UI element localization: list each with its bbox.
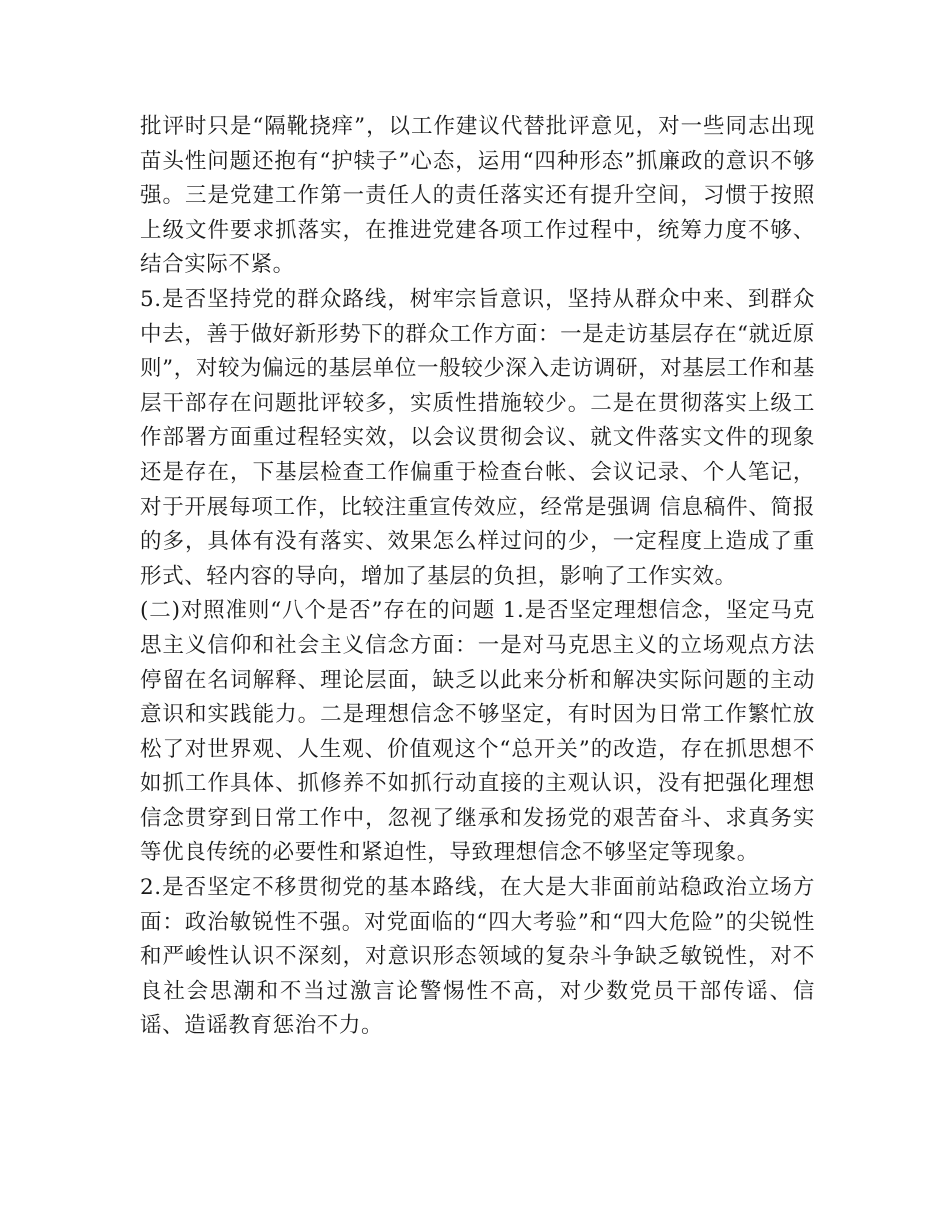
paragraph-mass-line: 5.是否坚持党的群众路线，树牢宗旨意识，坚持从群众中来、到群众中去，善于做好新形势下的群众工作方面：一是走访基层存在“就近原则”，对较为偏远的基层单位一般较少深入走访调研，对基层工作和基层干部存在问题批评较多，实质性措施较少。二是在贯彻落实上级工作部署方面重过程轻实效，以会议贯彻会议、就文件落实文件的现象还是存在，下基层检查工作偏重于检查台帐、会议记录、个人笔记，对于开展每项工作，比较注重宣传效应，经常是强调 信息稿件、简报的多，具体有没有落实、效果怎么样过问的少，一定程度上造成了重形式、轻内容的导向，增加了基层的负担，影响了工作实效。 bbox=[140, 286, 815, 589]
paragraph-basic-line: 2.是否坚定不移贯彻党的基本路线，在大是大非面前站稳政治立场方面：政治敏锐性不强。对党面临的“四大考验”和“四大危险”的尖锐性和严峻性认识不深刻，对意识形态领域的复杂斗争缺乏敏锐性，对不良社会思潮和不当过激言论警惕性不高，对少数党员干部传谣、信谣、造谣教育惩治不力。 bbox=[140, 875, 815, 1039]
paragraph-criticism-continuation: 批评时只是“隔靴挠痒”，以工作建议代替批评意见，对一些同志出现苗头性问题还抱有“护犊子”心态，运用“四种形态”抓廉政的意识不够强。三是党建工作第一责任人的责任落实还有提升空间，习惯于按照上级文件要求抓落实，在推进党建各项工作过程中，统筹力度不够、结合实际不紧。 bbox=[140, 114, 815, 278]
document-body bbox=[140, 110, 815, 1044]
paragraph-eight-whether: (二)对照准则“八个是否”存在的问题 1.是否坚定理想信念，坚定马克思主义信仰和社会主义信念方面：一是对马克思主义的立场观点方法停留在名词解释、理论层面，缺乏以此来分析和解决实际问题的主动意识和实践能力。二是理想信念不够坚定，有时因为日常工作繁忙放松了对世界观、人生观、价值观这个“总开关”的改造，存在抓思想不如抓工作具体、抓修养不如抓行动直接的主观认识，没有把强化理想信念贯穿到日常工作中，忽视了继承和发扬党的艰苦奋斗、求真务实等优良传统的必要性和紧迫性，导致理想信念不够坚定等现象。 bbox=[140, 598, 815, 866]
